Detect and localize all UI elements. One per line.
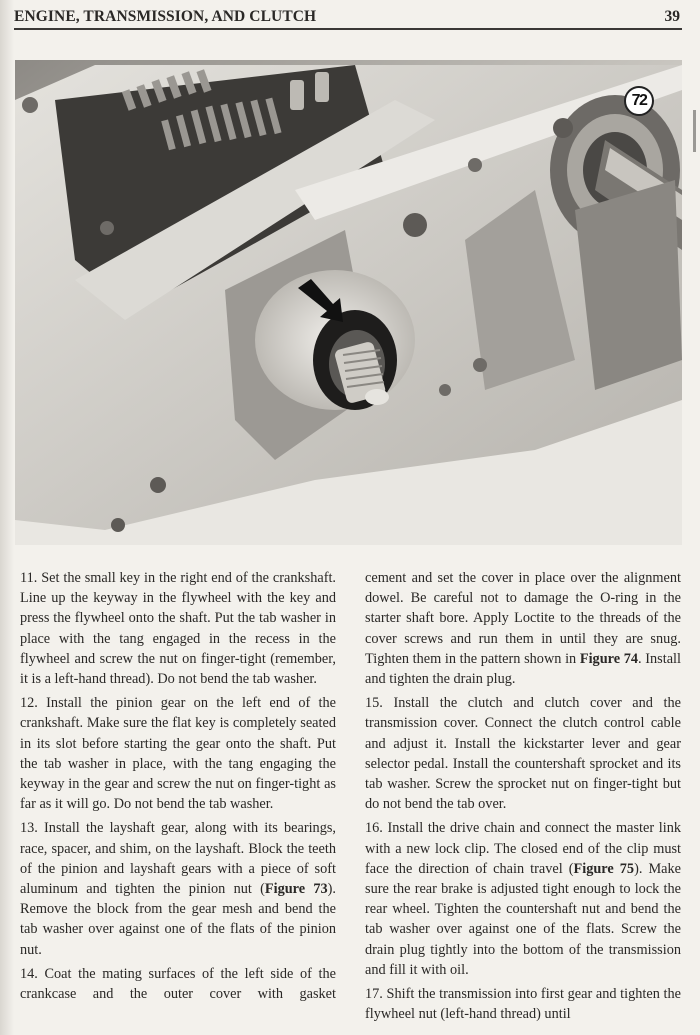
text-column-left [20, 568, 336, 1008]
step-15-paragraph: 15. Install the clutch and clutch cover and the transmission cover. Connect the clutch control cable and adjust it. Install the kickstarter lever and gear selector pedal. Install the countershaft sprocket and its tab washer. Screw the sprocket nut on finger-tight but do not bend the tab over. [365, 695, 681, 813]
page-number: 39 [664, 8, 680, 25]
engine-crankcase-photo [15, 60, 682, 545]
page-edge-tab [693, 110, 696, 152]
figure-73-reference: Figure 73 [264, 881, 328, 898]
step-14-text-a: 14. Coat the mating surfaces of the left side of the crankcase and the outer cover with gasket [20, 965, 336, 1003]
figure-75-reference: Figure 75 [573, 860, 635, 877]
step-14-paragraph [20, 964, 336, 1004]
step-14-continued [365, 568, 681, 689]
step-13-paragraph [20, 818, 336, 959]
figure-74-reference: Figure 74 [579, 650, 639, 667]
step-12-paragraph: 12. Install the pinion gear on the left end of the crankshaft. Make sure the flat key is completely seated in its slot before starting the gear onto the shaft. Put the tab washer in place, with the tang engaging the keyway in the gear and screw the nut on finger-tight as far as it will go. Do not bend the tab washer. [20, 695, 336, 813]
step-17-paragraph: 17. Shift the transmission into first gear and tighten the flywheel nut (left-hand thread) until [365, 986, 681, 1023]
figure-number-badge: 72 [624, 86, 654, 116]
step-11-paragraph: 11. Set the small key in the right end of the crankshaft. Line up the keyway in the flywheel with the key and press the flywheel onto the shaft. Put the tab washer in place with the tang engaged in the recess in the flywheel and screw the nut on finger-tight (remember, it is a left-hand thread). Do not bend the tab washer. [20, 570, 336, 688]
step-13-text-b: ). Remove the block from the gear mesh and bend the tab washer over against one of the flats of the pinion nut. [20, 881, 337, 958]
page-gutter-shadow [0, 0, 14, 1035]
step-13-text-a: 13. Install the layshaft gear, along with its bearings, race, spacer, and shim, on the layshaft. Block the teeth of the pinion and layshaft gears with a piece of soft aluminum and tighten the pinion nut ( [20, 820, 336, 898]
running-header [14, 6, 682, 30]
step-16-text-a: 16. Install the drive chain and connect the master link with a new lock clip. The closed end of the clip must face the direction of chain travel ( [365, 820, 681, 877]
step-14-text-end: . Install and tighten the drain plug. [365, 650, 681, 688]
figure-72-photo [15, 60, 682, 545]
step-16-paragraph [365, 818, 681, 980]
chapter-title: ENGINE, TRANSMISSION, AND CLUTCH [14, 8, 317, 25]
step-14-text-cont: cement and set the cover in place over the alignment dowel. Be careful not to damage the O-ring in the starter shaft bore. Apply Loctite to the threads of the cover screws and run them in until they are snug. Tighten them in the pattern shown in [365, 570, 681, 667]
step-16-text-b: ). Make sure the rear brake is adjusted tight enough to lock the rear wheel. Tighten the countershaft nut and bend the tab washer over against one of the flats. Screw the drain plug tightly into the bottom of the transmission and fill it with oil. [365, 860, 682, 978]
text-column-right [365, 568, 681, 1028]
